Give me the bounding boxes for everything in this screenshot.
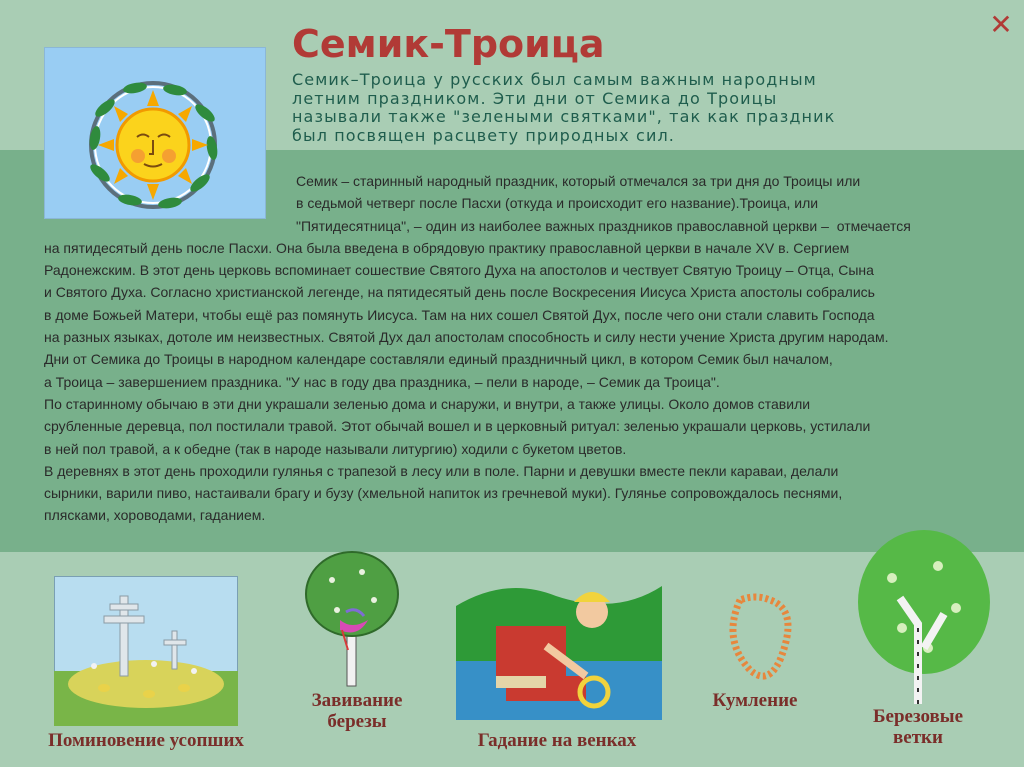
text-line: В деревнях в этот день проходили гулянья с трапезой в лесу или в поле. Парни и девушки вместе пекли караваи, делали bbox=[44, 462, 839, 479]
intro-paragraph: Семик–Троица у русских был самым важным народным летним праздником. Эти дни от Семика до Троицы называли также "зелеными святками", так как праздник был посвящен расцвету природных сил. bbox=[292, 70, 836, 145]
text-line: в седьмой четверг после Пасхи (откуда и происходит его название).Троица, или bbox=[296, 195, 819, 212]
page-title: Семик-Троица bbox=[292, 22, 605, 66]
birch-twisting-picture[interactable] bbox=[302, 550, 402, 688]
text-line: Семик – старинный народный праздник, который отмечался за три дня до Троицы или bbox=[296, 173, 861, 189]
main-text bbox=[0, 170, 1024, 527]
wreath-divination-picture[interactable] bbox=[456, 566, 662, 720]
text-line: плясками, хороводами, гаданием. bbox=[44, 507, 266, 524]
text-line: Радонежским. В этот день церковь вспоминает сошествие Святого Духа на апостолов и чествует Святую Троицу – Отца, Сына bbox=[44, 262, 874, 279]
text-line: срубленные деревца, пол постилали травой. Этот обычай вошел и в церковный ритуал: зеленью украшали церковь, устилали bbox=[44, 418, 871, 435]
birch-tree-icon bbox=[852, 528, 994, 704]
text-line: и Святого Духа. Согласно христианской легенде, на пятидесятый день после Воскресения Иисуса Христа апостолы собрались bbox=[44, 284, 875, 301]
bead-necklace-icon bbox=[720, 590, 798, 680]
text-line: на пятидесятый день после Пасхи. Она была введена в обрядовую практику православной церкви в начале XV в. Сергием bbox=[44, 239, 850, 256]
text-line: "Пятидесятница", – один из наиболее важных праздников православной церкви – отмечается bbox=[296, 217, 911, 234]
text-line: а Троица – завершением праздника. "У нас в году два праздника, – пели в народе, – Семик да Троица". bbox=[44, 373, 720, 390]
caption-commemoration: Поминовение усопших bbox=[48, 730, 244, 751]
kumlenie-picture[interactable] bbox=[720, 590, 798, 680]
text-line: на разных языках, дотоле им неизвестных. Святой Дух дал апостолам способность и силу нести учение Христа другим народам. bbox=[44, 329, 889, 346]
cross-grave-icon bbox=[54, 576, 238, 726]
girl-wreath-icon bbox=[456, 566, 662, 720]
caption-kumlenie: Кумление bbox=[712, 690, 798, 711]
text-line: Дни от Семика до Троицы в народном календаре составляли единый праздничный цикл, в котором Семик был началом, bbox=[44, 351, 833, 368]
caption-wreath-divination: Гадание на венках bbox=[477, 730, 637, 751]
birch-branches-picture[interactable] bbox=[852, 528, 994, 704]
text-line: сырники, варили пиво, настаивали брагу и бузу (хмельной напиток из гречневой муки). Гулянье сопровождалось песнями, bbox=[44, 485, 843, 502]
text-line: По старинному обычаю в эти дни украшали зеленью дома и снаружи, и внутри, а также улицы. Около домов ставили bbox=[44, 395, 811, 412]
caption-birch-twisting: Завивание березы bbox=[311, 690, 403, 732]
close-icon: ✕ bbox=[989, 9, 1013, 40]
caption-birch-branches: Березовые ветки bbox=[872, 706, 964, 748]
text-line: в ней пол травой, а к обедне (так в народе называли литургию) ходили с букетом цветов. bbox=[44, 440, 627, 457]
close-button[interactable] bbox=[986, 10, 1016, 40]
commemoration-picture[interactable] bbox=[54, 576, 238, 726]
text-line: в доме Божьей Матери, чтобы ещё раз помянуть Иисуса. Там на них сошел Святой Дух, после чего они стали славить Господа bbox=[44, 306, 875, 323]
ribbon-tree-icon bbox=[302, 550, 402, 688]
